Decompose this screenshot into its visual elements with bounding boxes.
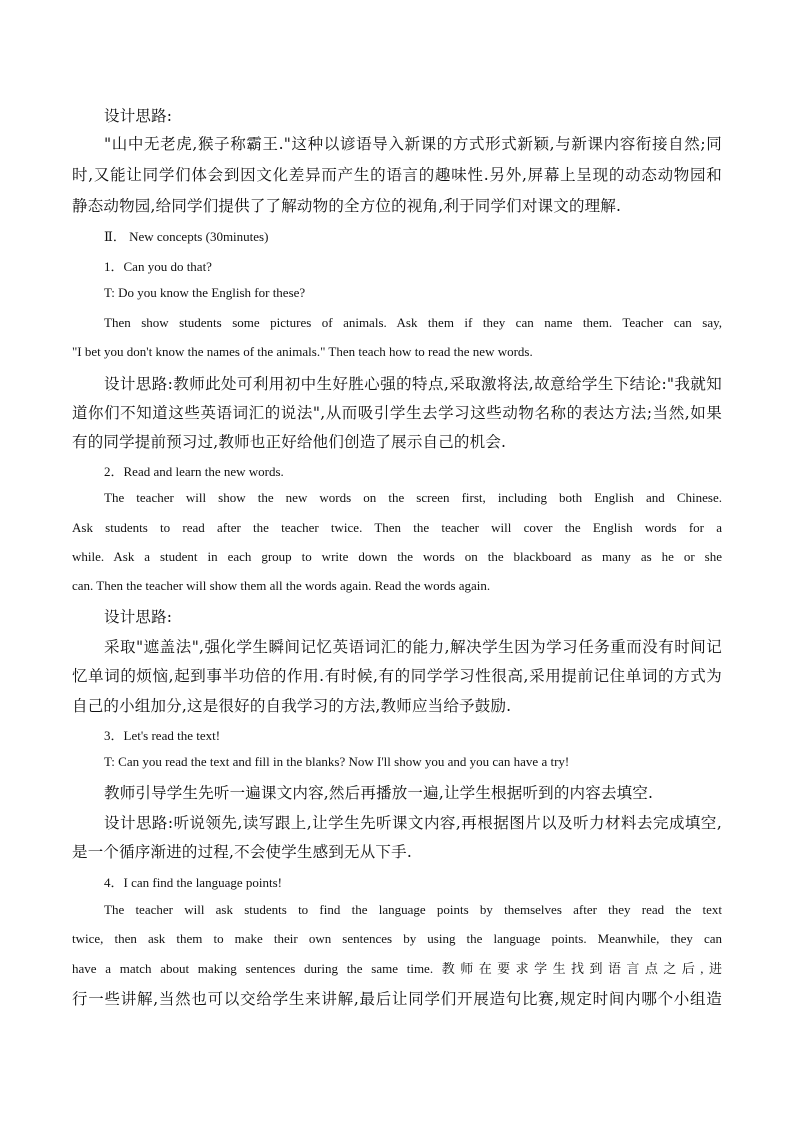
paragraph-line: "I bet you don't know the names of the animals." Then teach how to read the new words.	[72, 344, 533, 359]
paragraph-line: 设计思路:听说领先,读写跟上,让学生先听课文内容,再根据图片以及听力材料去完成填空,	[104, 814, 722, 832]
subsection-heading: 4．I can find the language points!	[104, 875, 282, 890]
paragraph-line: T: Can you read the text and fill in the blanks? Now I'll show you and you can have a try!	[104, 754, 570, 769]
paragraph-line: T: Do you know the English for these?	[104, 285, 306, 300]
paragraph-line: The teacher will ask students to find the language points by themselves after they read the text	[104, 902, 722, 917]
paragraph-line: 道你们不知道这些英语词汇的说法",从而吸引学生去学习这些动物名称的表达方法;当然,如果	[72, 404, 722, 422]
paragraph-line: 是一个循序渐进的过程,不会使学生感到无从下手.	[72, 843, 412, 861]
paragraph-line: The teacher will show the new words on the screen first, including both English and Chinese.	[104, 490, 722, 505]
paragraph-line: "山中无老虎,猴子称霸王."这种以谚语导入新课的方式形式新颖,与新课内容衔接自然;同	[104, 135, 722, 153]
subsection-heading: 2．Read and learn the new words.	[104, 464, 284, 479]
subsection-heading: 1．Can you do that?	[104, 259, 212, 274]
section-heading: Ⅱ． New concepts (30minutes)	[104, 229, 269, 244]
paragraph-line: twice, then ask them to make their own sentences by using the language points. Meanwhile, they can	[72, 931, 722, 946]
paragraph-line: 采取"遮盖法",强化学生瞬间记忆英语词汇的能力,解决学生因为学习任务重而没有时间记	[104, 638, 722, 656]
paragraph-line: 有的同学提前预习过,教师也正好给他们创造了展示自己的机会.	[72, 433, 507, 451]
paragraph-line: Ask students to read after the teacher twice. Then the teacher will cover the English words for a	[72, 520, 722, 535]
paragraph-line: can. Then the teacher will show them all the words again. Read the words again.	[72, 578, 491, 593]
paragraph-line: Then show students some pictures of animals. Ask them if they can name them. Teacher can say,	[104, 315, 722, 330]
paragraph-line: have a match about making sentences during the same time. 教师在要求学生找到语言点之后,进	[72, 961, 722, 976]
paragraph-line: 教师引导学生先听一遍课文内容,然后再播放一遍,让学生根据听到的内容去填空.	[104, 784, 654, 802]
paragraph-line: 自己的小组加分,这是很好的自我学习的方法,教师应当给予鼓励.	[72, 697, 512, 715]
heading-design-idea: 设计思路:	[104, 107, 173, 125]
subsection-heading: 3．Let's read the text!	[104, 728, 221, 743]
paragraph-line: while. Ask a student in each group to write down the words on the blackboard as many as he or she	[72, 549, 722, 564]
paragraph-line: 忆单词的烦恼,起到事半功倍的作用.有时候,有的同学学习性很高,采用提前记住单词的方式为	[72, 667, 722, 685]
paragraph-line: 静态动物园,给同学们提供了了解动物的全方位的视角,利于同学们对课文的理解.	[72, 197, 622, 215]
paragraph-line: 设计思路:教师此处可利用初中生好胜心强的特点,采取激将法,故意给学生下结论:"我就知	[104, 375, 722, 393]
heading-design-idea: 设计思路:	[104, 608, 173, 626]
paragraph-line: 行一些讲解,当然也可以交给学生来讲解,最后让同学们开展造句比赛,规定时间内哪个小组造	[72, 990, 722, 1008]
paragraph-line: 时,又能让同学们体会到因文化差异而产生的语言的趣味性.另外,屏幕上呈现的动态动物园和	[72, 166, 722, 184]
